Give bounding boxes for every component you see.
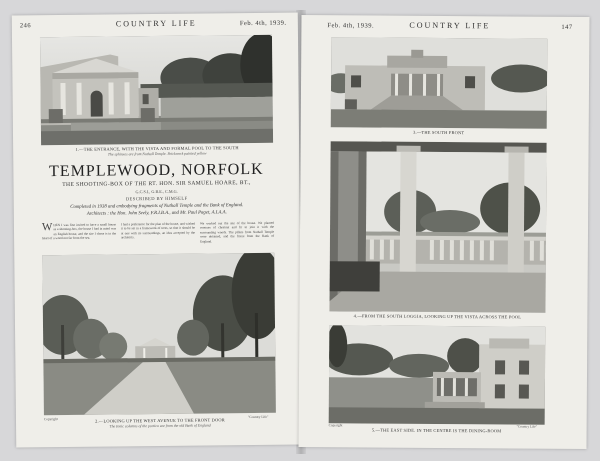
photo-south-front-image: [331, 37, 548, 129]
photo-south-loggia: [329, 141, 546, 313]
photo-entrance: [40, 35, 273, 145]
article-honours: G.C.S.I., G.B.E., C.M.G.: [135, 188, 178, 195]
left-page: [12, 13, 303, 448]
photo-east-side-credit-right: "Country Life": [516, 424, 538, 429]
right-magazine-title: COUNTRY LIFE: [409, 20, 491, 31]
article-title: TEMPLEWOOD, NORFOLK: [49, 160, 264, 181]
photo-south-front-caption: 3.—THE SOUTH FRONT: [413, 129, 465, 136]
article-intro-line-2: Architects : the Hon. John Seely, F.R.I.B.A., and Mr. Paul Paget, A.I.A.A.: [86, 210, 227, 217]
left-page-number: 246: [19, 22, 32, 30]
photo-entrance-subcaption: The sphinxes are from Nuthall Temple. Brickwork painted yellow: [107, 151, 207, 157]
article-column-3: We worked out the site of the house. We planted avenues of chestnut and fir to join it with the surrounding woods. The pillars from Nuthall Temple were obtained, and the frieze from the Bank of England.: [199, 220, 275, 244]
article-drop-cap: W: [41, 221, 53, 234]
photo-west-avenue-credit-left: Copyright: [43, 417, 58, 422]
photo-west-avenue: [42, 253, 276, 415]
left-date: Feb. 4th, 1939.: [239, 19, 287, 28]
right-page: [298, 15, 589, 449]
right-page-number: 147: [561, 23, 573, 31]
article-intro-line-1: Completed in 1938 and embodying fragments of Nuthall Temple and the Bank of England.: [70, 203, 244, 210]
article-column-2: I had a preference for the plan of the house, and wished it to be set in a framework of trees, so that it should be at one with its surroundings, an idea accepted by the architects.: [120, 221, 196, 240]
photo-west-avenue-credit-right: "Country Life": [247, 414, 269, 420]
article-column-1-text: HEN I was first invited to have a small house as a shooting-box, the house I had in mind was an English house, and the site I chose is in the heart of a wood not far from the sea.: [42, 222, 117, 241]
photo-entrance-caption: 1.—THE ENTRANCE, WITH THE VISTA AND FORMAL POOL TO THE SOUTH: [75, 145, 239, 152]
article-subtitle: THE SHOOTING-BOX OF THE RT. HON. SIR SAMUEL HOARE, BT.,: [62, 180, 251, 188]
photo-east-side-caption: 5.—THE EAST SIDE. IN THE CENTRE IS THE DINING-ROOM: [371, 427, 502, 434]
photo-east-side-credit-left: Copyright: [328, 423, 343, 428]
right-date: Feb. 4th, 1939.: [327, 22, 375, 30]
photo-south-loggia-caption: 4.—FROM THE SOUTH LOGGIA, LOOKING UP THE VISTA ACROSS THE POOL: [353, 313, 522, 320]
photo-entrance-image: [40, 35, 273, 145]
photo-west-avenue-caption: 2.—LOOKING UP THE WEST AVENUE TO THE FRONT DOOR: [95, 417, 225, 424]
photo-south-loggia-image: [329, 141, 546, 313]
photo-west-avenue-image: [42, 253, 276, 415]
photo-west-avenue-subcaption: The Ionic columns of the portico are from the old Bank of England: [109, 423, 211, 429]
article-described-by: DESCRIBED BY HIMSELF: [125, 195, 188, 202]
photo-south-front: [331, 37, 548, 129]
left-magazine-title: COUNTRY LIFE: [115, 18, 197, 29]
